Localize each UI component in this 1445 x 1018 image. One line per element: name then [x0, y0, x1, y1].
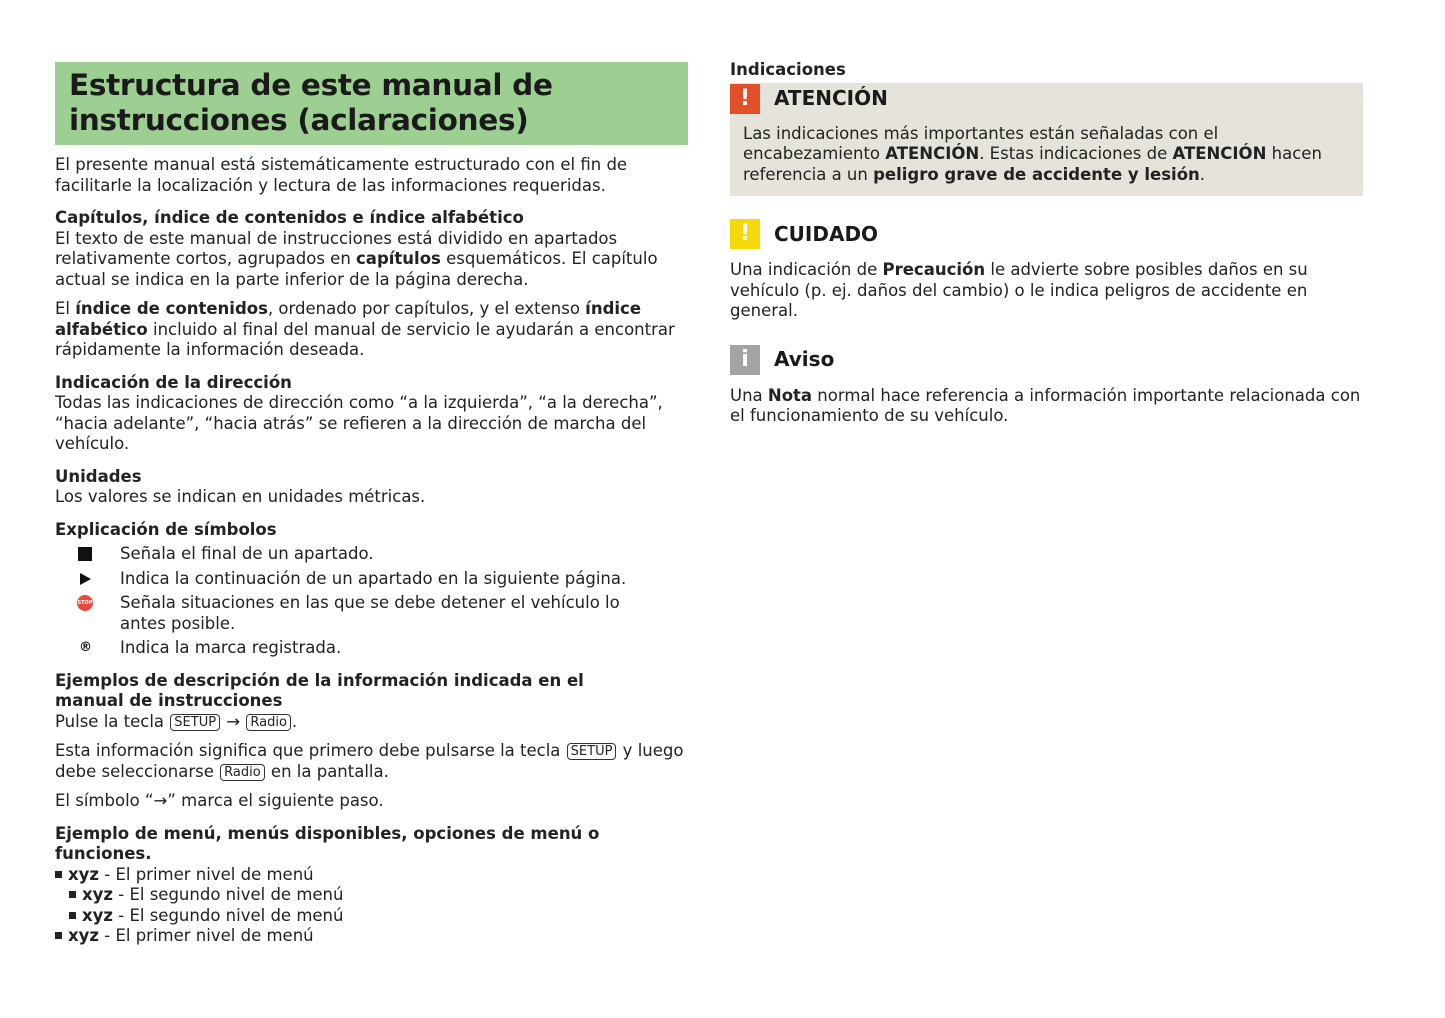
- section-heading: Unidades: [55, 466, 142, 486]
- info-icon: i: [730, 345, 760, 375]
- bullet-icon: [69, 912, 76, 919]
- text-run: , ordenado por capítulos, y el extenso: [267, 299, 586, 318]
- menu-item: [55, 885, 688, 906]
- section-units: [55, 467, 688, 508]
- section-heading: Ejemplo de menú, menús disponibles, opciones de menú o funciones.: [55, 823, 600, 863]
- bold-run: ATENCIÓN: [1172, 144, 1267, 163]
- section-heading: Capítulos, índice de contenidos e índice alfabético: [55, 208, 524, 227]
- symbol-description: Indica la marca registrada.: [120, 638, 342, 657]
- index-paragraph: [55, 299, 688, 361]
- chapters-paragraph: [55, 229, 688, 291]
- cuidado-title: CUIDADO: [774, 221, 879, 246]
- text-run: . Estas indicaciones de: [979, 144, 1173, 163]
- symbol-description: Indica la continuación de un apartado en la siguiente página.: [120, 568, 627, 588]
- page-title: Estructura de este manual de instrucciones (aclaraciones): [69, 68, 553, 137]
- text-run: Una indicación de: [730, 260, 883, 279]
- radio-key: Radio: [246, 714, 291, 731]
- text-run: El texto de este manual de instrucciones está dividido en apartados relativamente cortos, agrupados en: [55, 228, 618, 268]
- title-banner: [55, 62, 688, 145]
- aviso-title: Aviso: [774, 347, 835, 372]
- right-column: [730, 60, 1363, 427]
- continue-triangle-icon: [80, 573, 91, 585]
- bold-run: capítulos: [356, 249, 441, 268]
- section-heading: Explicación de símbolos: [55, 519, 277, 539]
- text-run: .: [291, 711, 298, 731]
- intro-paragraph: El presente manual está sistemáticamente estructurado con el fin de facilitarle la localización y lectura de las informaciones requeridas.: [55, 155, 628, 195]
- section-symbols: [55, 520, 688, 659]
- bold-run: índice alfabético: [55, 299, 642, 339]
- symbol-icon-cell: [55, 638, 120, 658]
- symbol-icon-cell: [55, 593, 120, 613]
- end-square-icon: [78, 547, 92, 561]
- caution-exclamation-icon: !: [730, 219, 760, 249]
- menu-item: [55, 926, 688, 947]
- section-heading: Ejemplos de descripción de la información indicada en el manual de instrucciones: [55, 670, 584, 710]
- menu-item: [55, 906, 688, 927]
- bold-run: índice de contenidos: [75, 299, 268, 318]
- bullet-icon: [55, 871, 62, 878]
- arrow-explanation: El símbolo “→” marca el siguiente paso.: [55, 791, 384, 810]
- cuidado-block: [730, 218, 1363, 322]
- symbol-description: Señala situaciones en las que se debe detener el vehículo lo antes posible.: [120, 593, 620, 633]
- text-run: en la pantalla.: [265, 761, 389, 781]
- text-run: y luego debe seleccionarse: [55, 741, 684, 781]
- text-run: esquemáticos. El capítulo actual se indica en la parte inferior de la página derecha.: [55, 249, 658, 289]
- radio-key: Radio: [220, 764, 265, 781]
- bold-run: ATENCIÓN: [885, 144, 980, 163]
- bullet-icon: [55, 932, 62, 939]
- left-column: [55, 62, 688, 947]
- menu-key: xyz: [82, 885, 114, 904]
- symbol-icon-cell: [55, 544, 120, 564]
- symbol-row: [55, 593, 688, 634]
- setup-key: SETUP: [170, 714, 220, 731]
- registered-icon: ®: [79, 640, 92, 655]
- section-examples: [55, 671, 688, 812]
- text-run: le advierte sobre posibles daños en su vehículo (p. ej. daños del cambio) o le indica peligros de accidente en general.: [730, 260, 1308, 320]
- text-run: normal hace referencia a información importante relacionada con el funcionamiento de su vehículo.: [730, 385, 1361, 425]
- cuidado-header: [730, 218, 1363, 250]
- arrow-glyph: →: [226, 711, 241, 731]
- aviso-text: [730, 386, 1363, 427]
- symbol-description: Señala el final de un apartado.: [120, 544, 374, 563]
- bullet-icon: [69, 891, 76, 898]
- example-line: [55, 712, 688, 733]
- menu-item: [55, 865, 688, 886]
- menu-text: - El primer nivel de menú: [99, 926, 314, 945]
- text-run: Pulse la tecla: [55, 711, 170, 731]
- text-run: Las indicaciones más importantes están señaladas con el encabezamiento: [743, 123, 1219, 163]
- bold-run: Precaución: [882, 260, 986, 279]
- text-run: incluido al final del manual de servicio le ayudarán a encontrar rápidamente la información deseada.: [55, 319, 675, 359]
- section-menu: [55, 824, 688, 947]
- text-run: hacen referencia a un: [743, 144, 1322, 184]
- warning-exclamation-icon: !: [730, 84, 760, 114]
- direction-paragraph: Todas las indicaciones de dirección como “a la izquierda”, “a la derecha”, “hacia adelante”, “hacia atrás” se refieren a la dirección de marcha del vehículo.: [55, 393, 663, 453]
- setup-key: SETUP: [567, 743, 617, 760]
- menu-text: - El segundo nivel de menú: [113, 905, 344, 925]
- atencion-header: [730, 83, 1363, 115]
- atencion-title: ATENCIÓN: [774, 86, 888, 111]
- symbol-icon-cell: [55, 569, 120, 589]
- text-run: El: [55, 299, 76, 318]
- menu-text: - El primer nivel de menú: [99, 864, 314, 884]
- section-heading: Indicación de la dirección: [55, 372, 292, 392]
- bold-run: peligro grave de accidente y lesión: [873, 164, 1200, 184]
- menu-key: xyz: [68, 864, 100, 884]
- indicaciones-heading: Indicaciones: [730, 60, 846, 79]
- menu-key: xyz: [82, 905, 114, 925]
- section-direction: [55, 373, 688, 455]
- symbol-row: [55, 544, 688, 565]
- text-run: .: [1199, 164, 1206, 184]
- text-run: Una: [730, 385, 768, 405]
- aviso-header: [730, 344, 1363, 376]
- cuidado-text: [730, 260, 1363, 322]
- units-paragraph: Los valores se indican en unidades métricas.: [55, 487, 426, 506]
- bold-run: Nota: [767, 385, 813, 405]
- symbol-row: [55, 569, 688, 590]
- menu-text: - El segundo nivel de menú: [113, 885, 344, 904]
- stop-sign-icon: STOP: [77, 595, 93, 611]
- menu-key: xyz: [68, 926, 100, 945]
- text-run: Esta información significa que primero debe pulsarse la tecla: [55, 741, 566, 760]
- atencion-text: [730, 115, 1363, 186]
- atencion-box: [730, 83, 1363, 197]
- example-explanation: [55, 741, 688, 782]
- aviso-block: [730, 344, 1363, 427]
- symbol-row: [55, 638, 688, 659]
- section-chapters: [55, 208, 688, 361]
